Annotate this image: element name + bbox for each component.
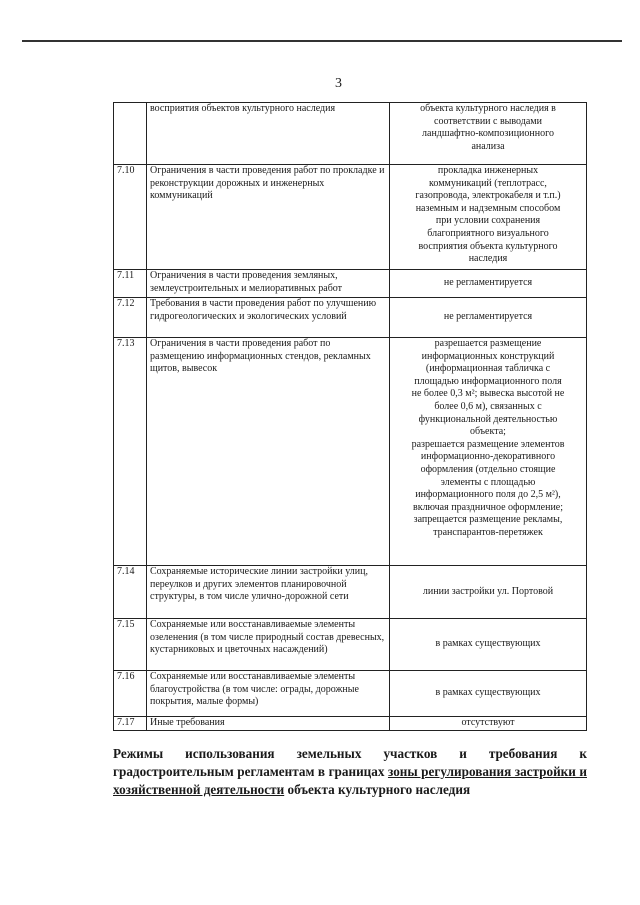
- row-value: [390, 619, 587, 671]
- value-line: разрешается размещение элементов: [411, 438, 565, 450]
- page-number: 3: [335, 76, 342, 91]
- row-description: Ограничения в части проведения земляных, землеустроительных и мелиоративных работ: [147, 270, 390, 298]
- value-line: не регламентируется: [443, 311, 533, 323]
- row-number: 7.10: [114, 165, 147, 270]
- row-value: [390, 270, 587, 298]
- value-line: оформления (отдельно стоящие: [420, 463, 556, 475]
- value-line: (информационная табличка с: [425, 363, 551, 375]
- table-row: [114, 338, 587, 566]
- section-heading: [113, 745, 587, 799]
- value-line: ландшафтно-композиционного: [422, 128, 554, 140]
- row-number: 7.17: [114, 717, 147, 731]
- row-number: 7.16: [114, 671, 147, 717]
- table-row: [114, 566, 587, 619]
- value-line: восприятия объекта культурного: [418, 240, 558, 252]
- row-description: Требования в части проведения работ по улучшению гидрогеологических и экологических условий: [147, 298, 390, 338]
- table-row: [114, 671, 587, 717]
- row-value: [390, 165, 587, 270]
- value-line: газопровода, электрокабеля и т.п.): [415, 190, 561, 202]
- table-row: [114, 103, 587, 165]
- row-description: Сохраняемые исторические линии застройки улиц, переулков и других элементов планировочной структуры, в том числе улично-дорожной сети: [147, 566, 390, 619]
- table-row: [114, 270, 587, 298]
- row-value: [390, 103, 587, 165]
- top-rule: [22, 40, 622, 42]
- value-line: элементы с площадью: [440, 476, 536, 488]
- value-line: прокладка инженерных: [437, 165, 539, 176]
- value-line: не регламентируется: [443, 277, 533, 289]
- row-description: Сохраняемые или восстанавливаемые элементы озеленения (в том числе природный состав древесных, кустарниковых и цветочных насаждений): [147, 619, 390, 671]
- value-line: наземным и надземным способом: [415, 202, 561, 214]
- value-line: анализа: [471, 140, 505, 152]
- row-value: [390, 717, 587, 731]
- heading-text-end: объекта культурного наследия: [284, 782, 471, 797]
- row-description: Ограничения в части проведения работ по размещению информационных стендов, рекламных щитов, вывесок: [147, 338, 390, 566]
- value-line: информационного поля до 2,5 м²),: [415, 489, 561, 501]
- table-row: [114, 298, 587, 338]
- row-number: 7.14: [114, 566, 147, 619]
- table-row: [114, 717, 587, 731]
- row-description: восприятия объектов культурного наследия: [147, 103, 390, 165]
- value-line: в рамках существующих: [435, 638, 541, 650]
- value-line: площадью информационного поля: [414, 375, 562, 387]
- row-description: Иные требования: [147, 717, 390, 731]
- row-value: [390, 671, 587, 717]
- value-line: разрешается размещение: [434, 338, 542, 349]
- row-number: 7.12: [114, 298, 147, 338]
- value-line: информационно-декоративного: [420, 451, 556, 463]
- heading-text-start: Режимы использования земельных участков и требования к градостроительным регламентам в границах: [113, 746, 587, 779]
- value-line: коммуникаций (теплотрасс,: [429, 177, 547, 189]
- value-line: более 0,6 м), связанных с: [434, 400, 542, 412]
- value-line: функциональной деятельностью: [418, 413, 558, 425]
- row-description: Сохраняемые или восстанавливаемые элементы благоустройства (в том числе: ограды, дорожные покрытия, малые формы): [147, 671, 390, 717]
- value-line: в рамках существующих: [435, 687, 541, 699]
- row-value: [390, 338, 587, 566]
- value-line: соответствии с выводами: [434, 115, 542, 127]
- row-number: [114, 103, 147, 165]
- value-line: не более 0,3 м²; вывеска высотой не: [411, 388, 565, 400]
- value-line: при условии сохранения: [435, 215, 541, 227]
- regulation-table: [113, 102, 587, 731]
- value-line: благоприятного визуального: [427, 227, 549, 239]
- value-line: включая праздничное оформление;: [412, 501, 564, 513]
- table-row: [114, 619, 587, 671]
- row-number: 7.15: [114, 619, 147, 671]
- row-value: [390, 298, 587, 338]
- value-line: транспарантов-перетяжек: [433, 526, 543, 538]
- row-number: 7.11: [114, 270, 147, 298]
- value-line: линии застройки ул. Портовой: [422, 585, 554, 597]
- row-description: Ограничения в части проведения работ по прокладке и реконструкции дорожных и инженерных коммуникаций: [147, 165, 390, 270]
- value-line: объекта;: [470, 426, 506, 438]
- value-line: объекта культурного наследия в: [420, 103, 556, 114]
- row-value: [390, 566, 587, 619]
- value-line: запрещается размещение рекламы,: [413, 514, 563, 526]
- value-line: наследия: [468, 253, 508, 265]
- row-number: 7.13: [114, 338, 147, 566]
- heading-underlined-text: зоны регулирования застройки и хозяйственной деятельности: [113, 764, 587, 797]
- value-line: информационных конструкций: [421, 350, 555, 362]
- value-line: отсутствуют: [461, 717, 515, 728]
- table-row: [114, 165, 587, 270]
